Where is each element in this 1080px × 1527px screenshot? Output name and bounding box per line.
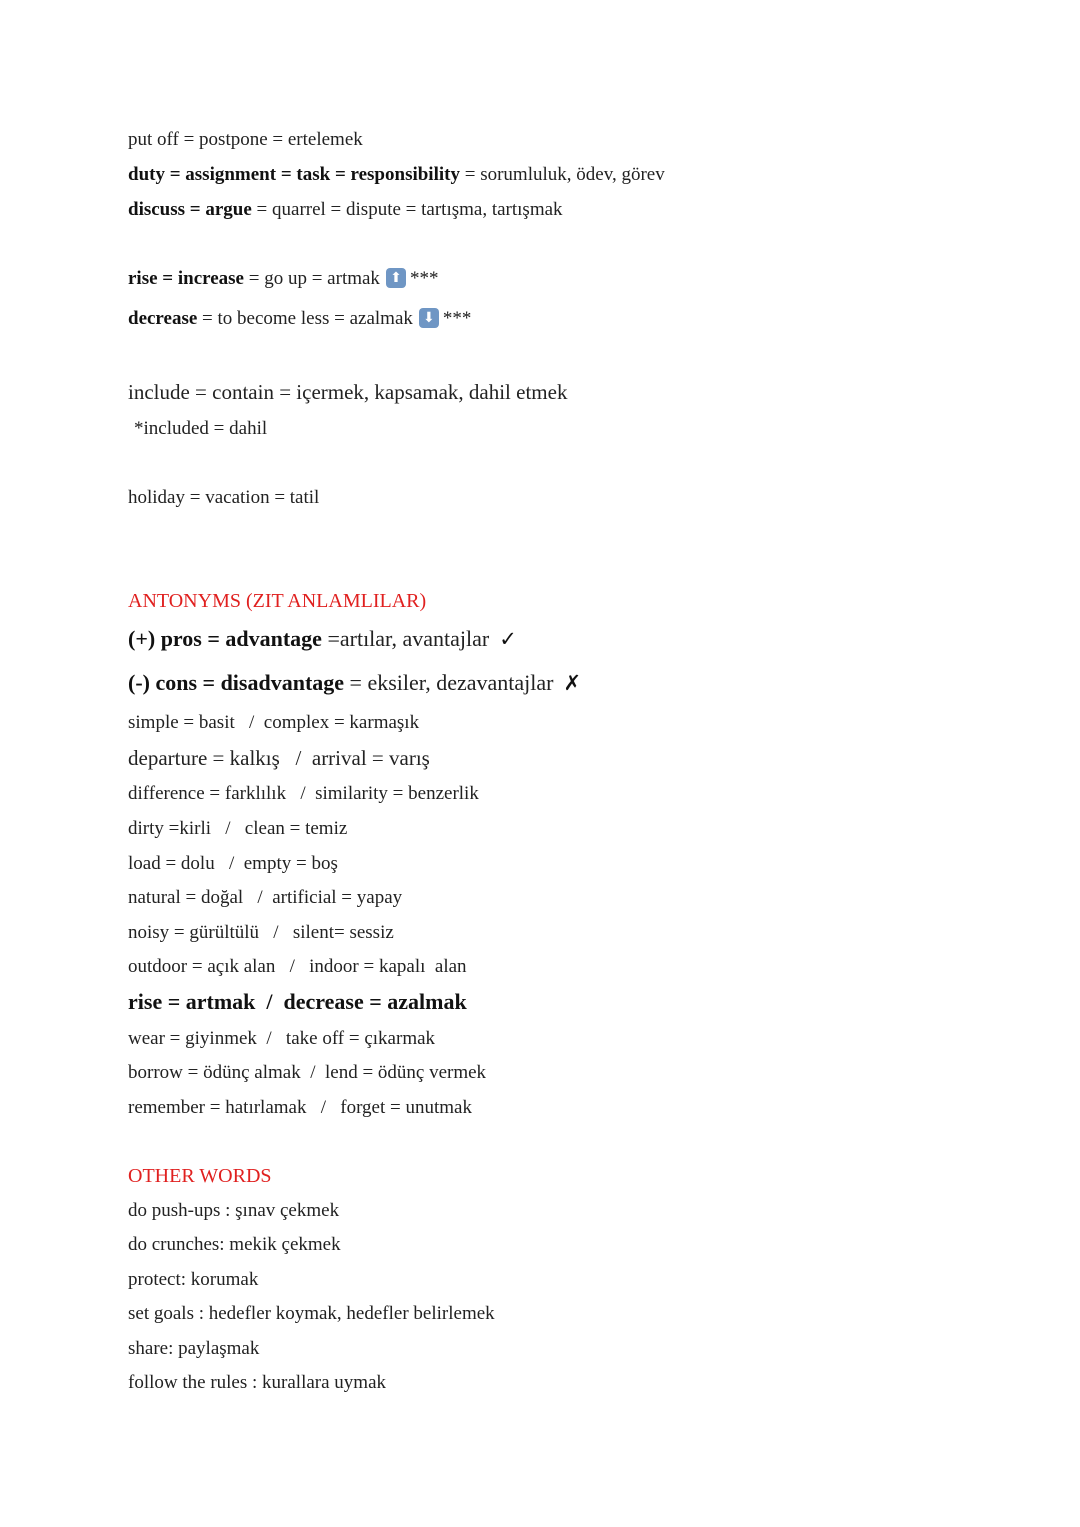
antonym-pair: dirty =kirli / clean = temiz [128,818,348,839]
antonym-pair: borrow = ödünç almak / lend = ödünç vermek [128,1062,487,1083]
other-word: set goals : hedefler koymak, hedefler belirlemek [128,1303,495,1324]
synonym-line: decrease = to become less = azalmak ⬇ *** [128,308,472,329]
synonym-line: duty = assignment = task = responsibility = sorumluluk, ödev, görev [128,164,665,185]
antonyms-heading: ANTONYMS (ZIT ANLAMLILAR) [128,590,427,612]
pros-line: (+) pros = advantage =artılar, avantajlar ✓ [128,626,517,651]
cross-icon: ✗ [563,671,582,695]
synonym-line: include = contain = içermek, kapsamak, dahil etmek [128,380,568,404]
antonym-pair: wear = giyinmek / take off = çıkarmak [128,1028,436,1049]
synonym-line: holiday = vacation = tatil [128,487,320,508]
other-word: do crunches: mekik çekmek [128,1234,341,1255]
antonym-pair: natural = doğal / artificial = yapay [128,887,403,908]
note-line: *included = dahil [134,418,268,439]
antonym-pair: noisy = gürültülü / silent= sessiz [128,922,394,943]
other-word: do push-ups : şınav çekmek [128,1200,340,1221]
check-icon: ✓ [499,627,517,651]
other-word: follow the rules : kurallara uymak [128,1372,387,1393]
synonym-line: put off = postpone = ertelemek [128,129,363,150]
antonym-pair: outdoor = açık alan / indoor = kapalı alan [128,956,467,977]
antonym-pair: departure = kalkış / arrival = varış [128,746,430,770]
synonym-line: rise = increase = go up = artmak ⬆ *** [128,268,439,289]
antonym-pair: simple = basit / complex = karmaşık [128,712,420,733]
other-words-heading: OTHER WORDS [128,1165,272,1187]
antonym-pair: load = dolu / empty = boş [128,853,338,874]
antonym-pair: difference = farklılık / similarity = benzerlik [128,783,479,804]
cons-line: (-) cons = disadvantage = eksiler, dezavantajlar ✗ [128,670,582,695]
arrow-up-icon: ⬆ [386,268,406,288]
other-word: share: paylaşmak [128,1338,260,1359]
antonym-pair-bold: rise = artmak / decrease = azalmak [128,989,467,1014]
antonym-pair: remember = hatırlamak / forget = unutmak [128,1097,472,1118]
other-word: protect: korumak [128,1269,259,1290]
synonym-line: discuss = argue = quarrel = dispute = tartışma, tartışmak [128,199,563,220]
arrow-down-icon: ⬇ [419,308,439,328]
